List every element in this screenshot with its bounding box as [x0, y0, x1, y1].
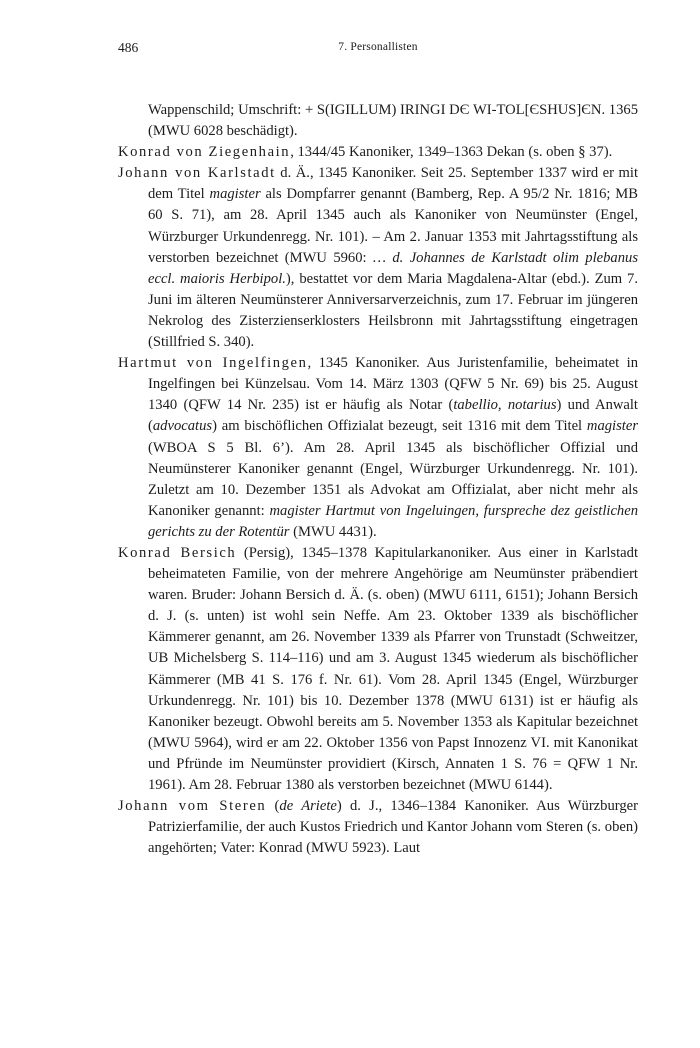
- register-entry: [118, 100, 638, 142]
- register-entry: [118, 353, 638, 543]
- entry-text: , 1344/45 Kanoniker, 1349–1363 Dekan (s. oben § 37).: [290, 144, 613, 161]
- entry-text: , 1345 Kanoniker. Aus Juristenfamilie, beheimatet in Ingelfingen bei Künzelsau. Vom 14. März 1303 (QFW 5 Nr. 69) bis 25. August 1340 (QFW 14 Nr. 235) ist er häufig als Notar (: [148, 355, 639, 414]
- italic-quote: magister Hartmut von Ingeluingen, furspreche dez geistlichen gerichts zu der Rotentür: [148, 502, 638, 540]
- italic-quote: de Ariete: [279, 798, 337, 815]
- entry-name: Konrad von Ziegenhain: [118, 144, 291, 161]
- entry-text: ) am bischöflichen Offizialat bezeugt, seit 1316 mit dem Titel: [212, 418, 587, 435]
- entry-text: ) und Anwalt (: [148, 397, 638, 435]
- register-entry: [118, 543, 638, 796]
- entry-name: Konrad Bersich: [118, 544, 237, 561]
- page-header: [118, 40, 638, 62]
- entry-text: ) d. J., 1346–1384 Kanoniker. Aus Würzburger Patrizierfamilie, der auch Kustos Friedrich und Kantor Johann vom Steren (s. oben) angehörten; Vater: Konrad (MWU 5923). Laut: [148, 798, 638, 857]
- entry-text: d. Ä., 1345 Kanoniker. Seit 25. September 1337 wird er mit dem Titel: [148, 165, 638, 203]
- entry-text: ), bestattet vor dem Maria Magdalena-Altar (ebd.). Zum 7. Juni im älteren Neumünsterer Anniversarverzeichnis, zum 17. Februar im jüngeren Nekrolog des Zisterzienserklosters Heilsbronn mit Jahrtagsstiftung eingetragen (Stillfried S. 340).: [148, 270, 638, 351]
- italic-quote: magister: [586, 418, 638, 435]
- entry-text: (MWU 4431).: [289, 523, 377, 540]
- italic-quote: tabellio, notarius: [453, 397, 557, 414]
- entry-text: (Persig), 1345–1378 Kapitularkanoniker. Aus einer in Karlstadt beheimateten Familie, von der mehrere Angehörige am Neumünster präbendiert waren. Bruder: Johann Bersich d. Ä. (s. oben) (MWU 6111, 6151); Johann Bersich d. J. (s. unten) ist wohl sein Neffe. Am 23. Oktober 1339 als bischöflicher Kämmerer genannt, am 26. November 1339 als Pfarrer von Trunstadt (Schweitzer, UB Michelsberg S. 114–116) und am 3. August 1345 wiederum als bischöflicher Kämmerer (MB 41 S. 176 f. Nr. 61). Vom 28. April 1345 (Engel, Würzburger Urkundenregg. Nr. 101) bis 10. Dezember 1378 (MWU 6131) ist er häufig als Kanoniker bezeugt. Obwohl bereits am 5. November 1353 als Kapitular bezeichnet (MWU 5964), wird er am 22. Oktober 1356 von Papst Innozenz VI. mit Kanonikat und Pfründe im Neumünster providiert (Kirsch, Annaten 1 S. 76 = QFW 1 Nr. 1961). Am 28. Februar 1380 als verstorben bezeichnet (MWU 6144).: [148, 544, 638, 793]
- register-entry: [118, 163, 638, 353]
- entry-name: Johann von Karlstadt: [118, 165, 276, 182]
- page-number: 486: [118, 40, 139, 55]
- body-text: [118, 100, 638, 859]
- running-title: 7. Personallisten: [338, 41, 418, 53]
- italic-quote: advocatus: [152, 418, 213, 435]
- entry-text: als Dompfarrer genannt (Bamberg, Rep. A 95/2 Nr. 1816; MB 60 S. 71), am 28. April 1345 auch als Kanoniker von Neumünster (Engel, Würzburger Urkundenregg. Nr. 101). – Am 2. Januar 1353 mit Jahrtagsstiftung als verstorben bezeichnet (MWU 5960:: [148, 186, 639, 266]
- entry-text: (WBOA S 5 Bl. 6’). Am 28. April 1345 als bischöflicher Offizial und Neumünsterer Kanoniker genannt (Engel, Würzburger Urkundenregg. Nr. 101). Zuletzt am 10. Dezember 1351 als Advokat am Offizialat, aber nicht mehr als Kanoniker genannt:: [148, 439, 638, 519]
- italic-quote: magister: [209, 186, 261, 203]
- register-entry: [118, 796, 638, 859]
- entry-text: Wappenschild; Umschrift: + S(IGILLUM) IRINGI DЄ WI-TOL[ЄSHUS]ЄN. 1365 (MWU 6028 beschädigt).: [148, 102, 638, 140]
- entry-text: (: [266, 798, 280, 815]
- italic-quote: … d. Johannes de Karlstadt olim plebanus eccl. maioris Herbipol.: [148, 249, 638, 287]
- register-entry: [118, 142, 638, 163]
- entry-name: Hartmut von Ingelfingen: [118, 355, 308, 372]
- entry-name: Johann vom Steren: [118, 798, 267, 815]
